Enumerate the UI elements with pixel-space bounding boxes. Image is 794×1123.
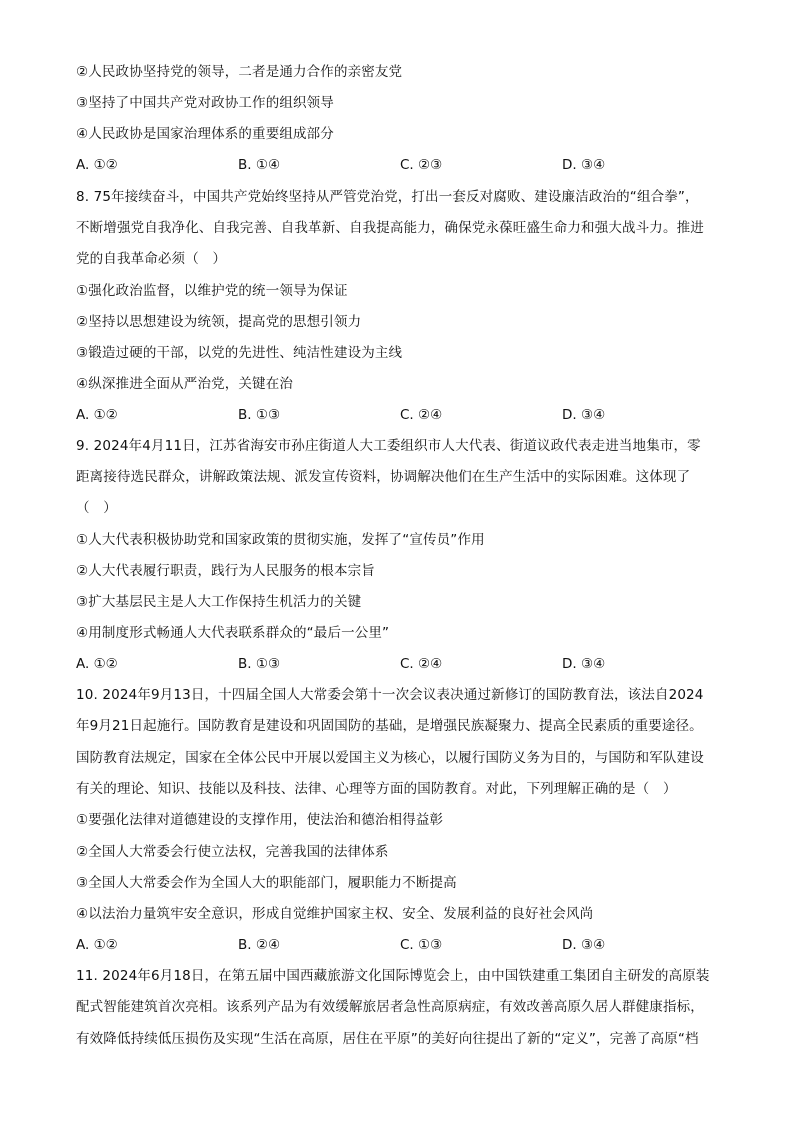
q11-stem-line-3: 有效降低持续低压损伤及实现“生活在高原，居住在平原”的美好向往提出了新的“定义”，完善了高原“档 bbox=[76, 1031, 699, 1047]
q9-options bbox=[76, 655, 726, 673]
q8-option-d[interactable]: D. ③④ bbox=[562, 407, 606, 423]
q7-item-4: ④人民政协是国家治理体系的重要组成部分 bbox=[76, 126, 334, 142]
q7-option-c[interactable]: C. ②③ bbox=[400, 157, 443, 173]
q7-option-b[interactable]: B. ①④ bbox=[238, 157, 281, 173]
q8-item-1: ①强化政治监督，以维护党的统一领导为保证 bbox=[76, 283, 348, 299]
q8-item-2: ②坚持以思想建设为统领，提高党的思想引领力 bbox=[76, 314, 362, 330]
q8-option-c[interactable]: C. ②④ bbox=[400, 407, 443, 423]
q10-stem-line-1: 10. 2024年9月13日，十四届全国人大常委会第十一次会议表决通过新修订的国防教育法，该法自2024 bbox=[76, 687, 704, 703]
q10-item-2: ②全国人大常委会行使立法权，完善我国的法律体系 bbox=[76, 844, 389, 860]
q10-item-3: ③全国人大常委会作为全国人大的职能部门，履职能力不断提高 bbox=[76, 875, 457, 891]
q11-stem-line-2: 配式智能建筑首次亮相。该系列产品为有效缓解旅居者急性高原病症，有效改善高原久居人群健康指标， bbox=[76, 999, 704, 1015]
q10-stem-line-3: 国防教育法规定，国家在全体公民中开展以爱国主义为核心，以履行国防义务为目的，与国防和军队建设 bbox=[76, 750, 704, 766]
q9-item-2: ②人大代表履行职责，践行为人民服务的根本宗旨 bbox=[76, 563, 375, 579]
q10-option-d[interactable]: D. ③④ bbox=[562, 937, 606, 953]
q10-stem-line-2: 年9月21日起施行。国防教育是建设和巩固国防的基础，是增强民族凝聚力、提高全民素质的重要途径。 bbox=[76, 718, 703, 734]
q9-option-b[interactable]: B. ①③ bbox=[238, 656, 281, 672]
q9-item-4: ④用制度形式畅通人大代表联系群众的“最后一公里” bbox=[76, 625, 390, 641]
q9-option-c[interactable]: C. ②④ bbox=[400, 656, 443, 672]
q8-item-4: ④纵深推进全面从严治党，关键在治 bbox=[76, 376, 294, 392]
q11-stem-line-1: 11. 2024年6月18日，在第五届中国西藏旅游文化国际博览会上，由中国铁建重工集团自主研发的高原装 bbox=[76, 968, 710, 984]
q10-options bbox=[76, 936, 726, 954]
q8-options bbox=[76, 406, 726, 424]
q7-options bbox=[76, 156, 726, 174]
q8-item-3: ③锻造过硬的干部，以党的先进性、纯洁性建设为主线 bbox=[76, 345, 403, 361]
q8-stem-line-1: 8. 75年接续奋斗，中国共产党始终坚持从严管党治党，打出一套反对腐败、建设廉洁政治的“组合拳”， bbox=[76, 189, 699, 205]
q8-stem-line-3: 党的自我革命必须（ ） bbox=[76, 251, 227, 267]
q9-item-1: ①人大代表积极协助党和国家政策的贯彻实施，发挥了“宣传员”作用 bbox=[76, 532, 485, 548]
q9-stem-line-2: 距离接待选民群众，讲解政策法规、派发宣传资料，协调解决他们在生产生活中的实际困难。这体现了 bbox=[76, 469, 691, 485]
q10-option-a[interactable]: A. ①② bbox=[76, 937, 118, 953]
q10-item-4: ④以法治力量筑牢安全意识，形成自觉维护国家主权、安全、发展利益的良好社会风尚 bbox=[76, 906, 594, 922]
q8-option-b[interactable]: B. ①③ bbox=[238, 407, 281, 423]
q10-option-b[interactable]: B. ②④ bbox=[238, 937, 281, 953]
q8-stem-line-2: 不断增强党自我净化、自我完善、自我革新、自我提高能力，确保党永葆旺盛生命力和强大战斗力。推进 bbox=[76, 220, 704, 236]
q9-stem-line-3: （ ） bbox=[76, 500, 117, 516]
q9-stem-line-1: 9. 2024年4月11日，江苏省海安市孙庄街道人大工委组织市人大代表、街道议政代表走进当地集市，零 bbox=[76, 438, 701, 454]
q10-option-c[interactable]: C. ①③ bbox=[400, 937, 443, 953]
q9-item-3: ③扩大基层民主是人大工作保持生机活力的关键 bbox=[76, 594, 362, 610]
q7-item-2: ②人民政协坚持党的领导，二者是通力合作的亲密友党 bbox=[76, 64, 403, 80]
q9-option-a[interactable]: A. ①② bbox=[76, 656, 118, 672]
q7-option-a[interactable]: A. ①② bbox=[76, 157, 118, 173]
q10-stem-line-4: 有关的理论、知识、技能以及科技、法律、心理等方面的国防教育。对此，下列理解正确的是（ ） bbox=[76, 781, 677, 797]
q8-option-a[interactable]: A. ①② bbox=[76, 407, 118, 423]
q7-item-3: ③坚持了中国共产党对政协工作的组织领导 bbox=[76, 95, 334, 111]
q7-option-d[interactable]: D. ③④ bbox=[562, 157, 606, 173]
q10-item-1: ①要强化法律对道德建设的支撑作用，使法治和德治相得益彰 bbox=[76, 812, 444, 828]
q9-option-d[interactable]: D. ③④ bbox=[562, 656, 606, 672]
